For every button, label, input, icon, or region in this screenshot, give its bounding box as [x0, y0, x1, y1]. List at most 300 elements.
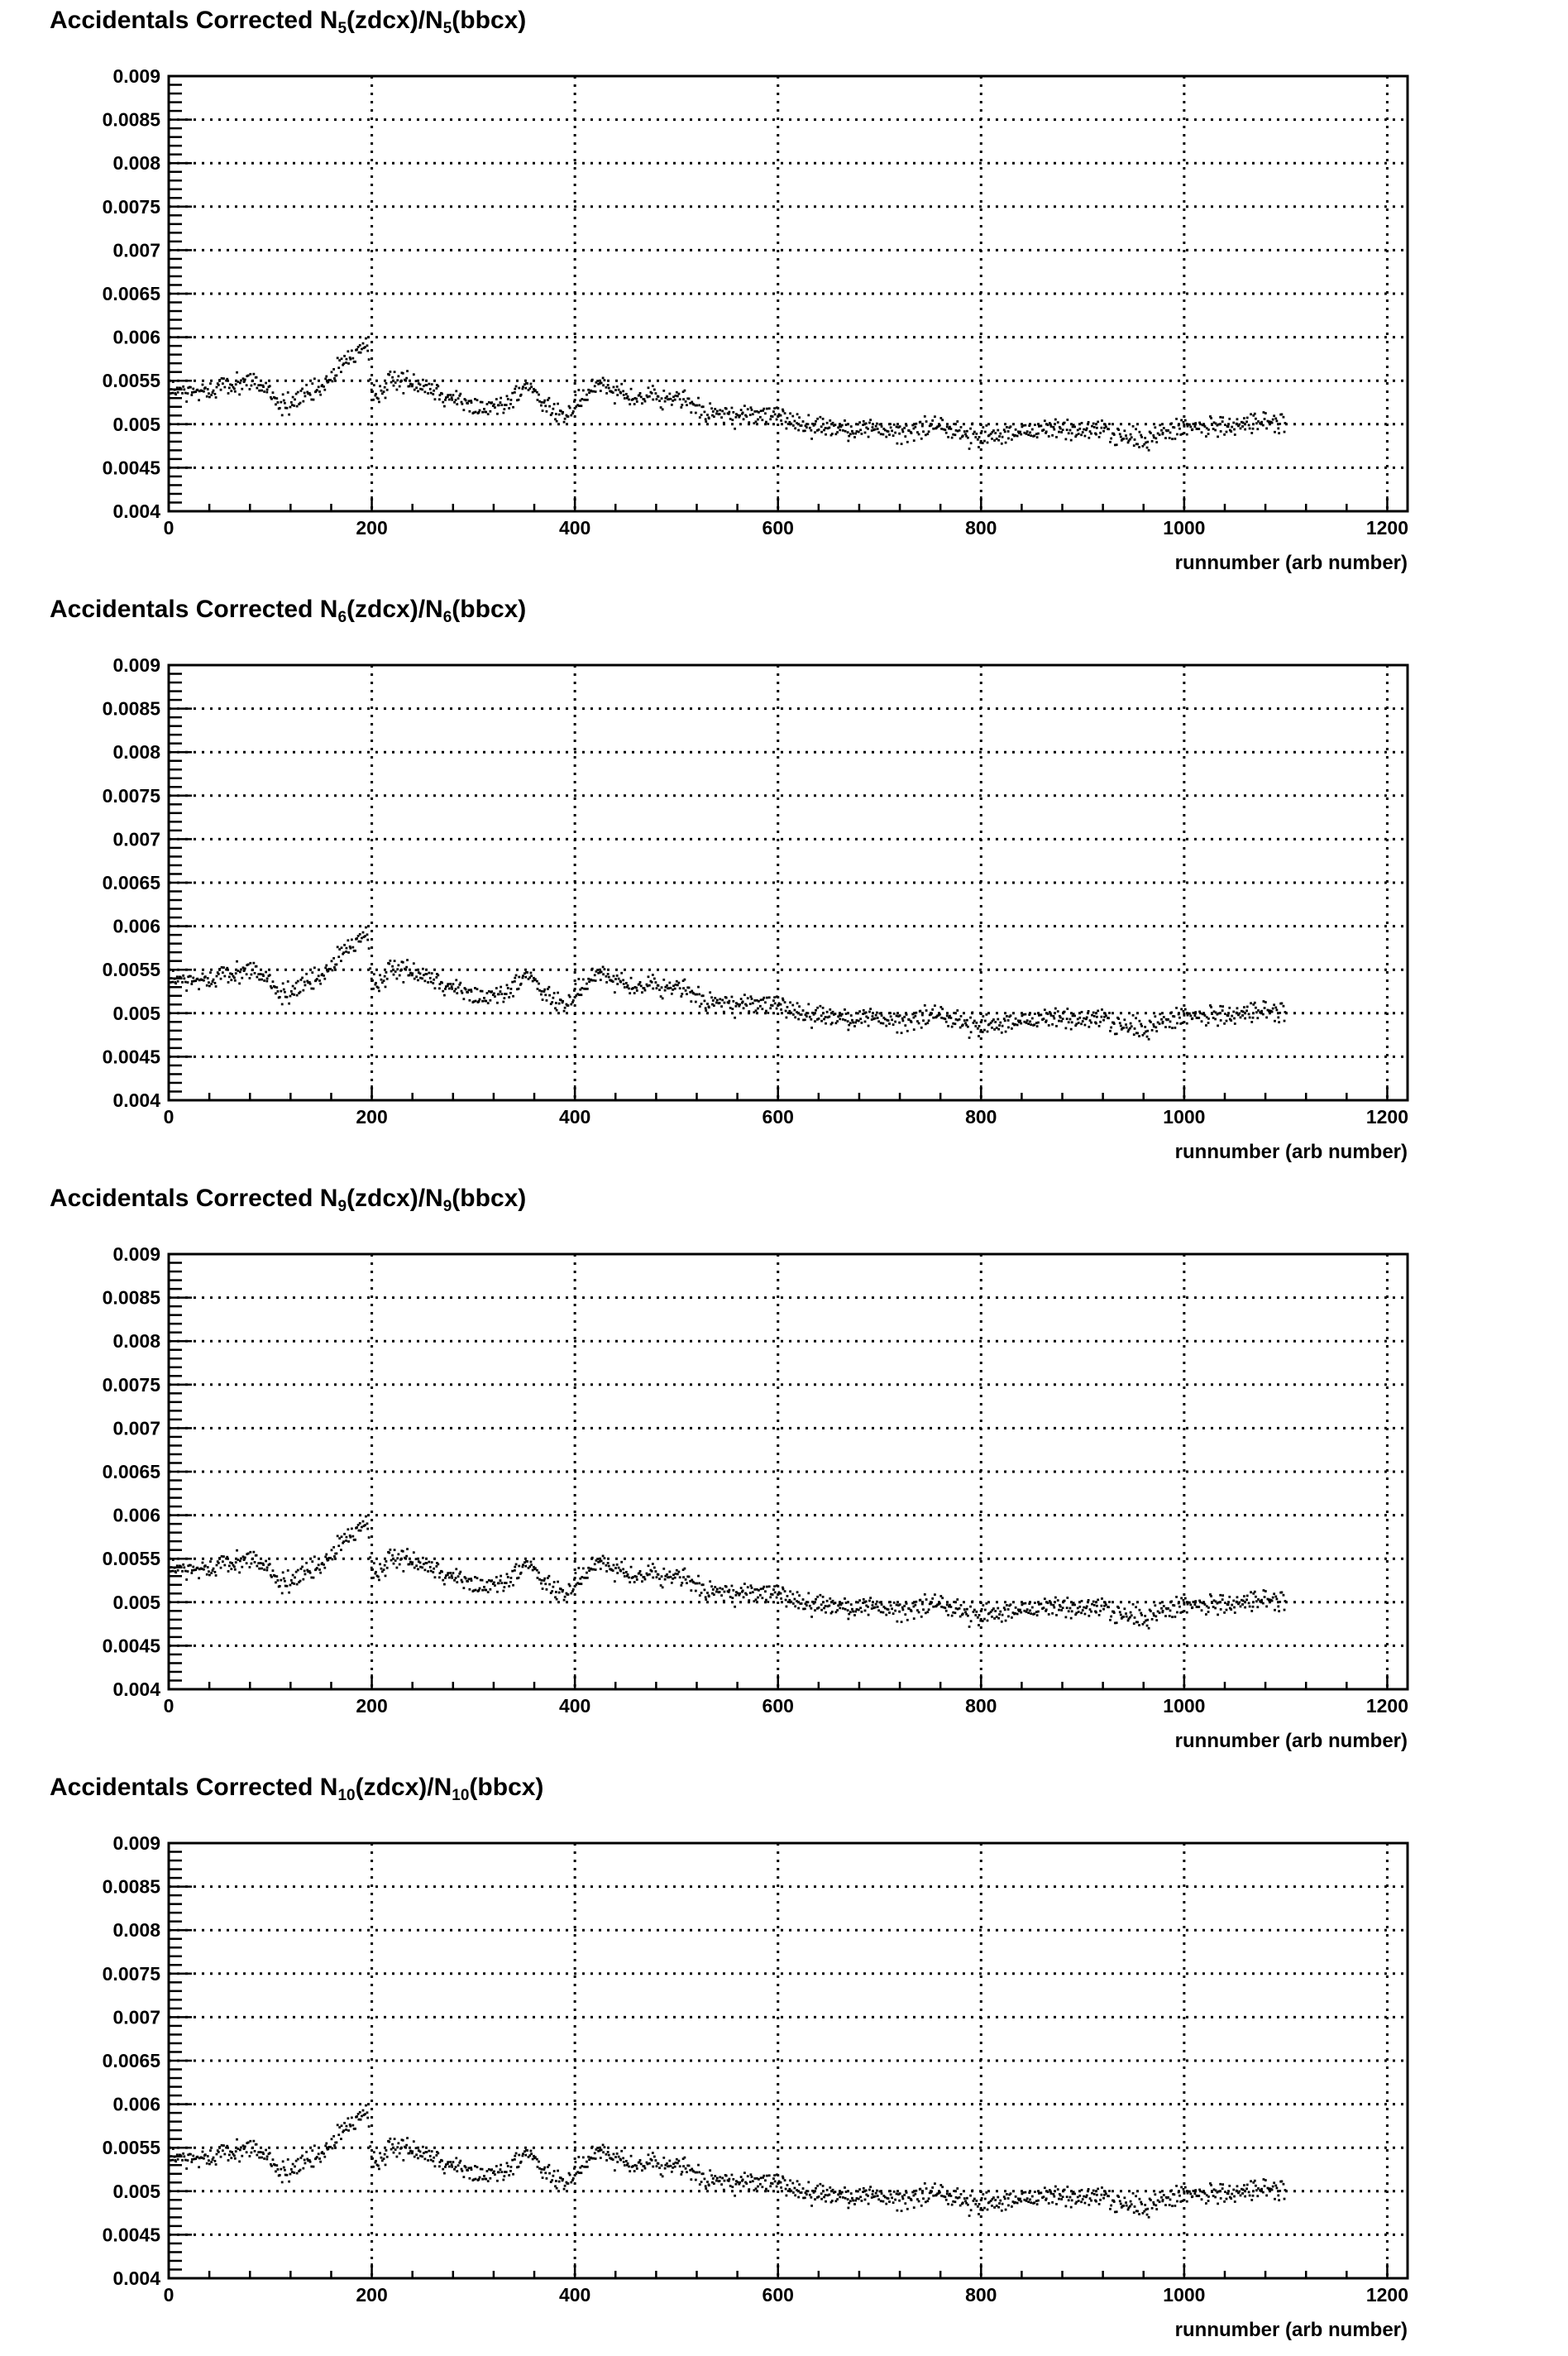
- data-point: [301, 1566, 304, 1568]
- data-point: [202, 2151, 204, 2153]
- data-point: [181, 2159, 184, 2162]
- data-point: [1090, 2200, 1092, 2202]
- data-point: [944, 1018, 947, 1020]
- data-point: [1244, 2196, 1246, 2198]
- data-point: [710, 407, 713, 409]
- data-point: [941, 2186, 944, 2188]
- data-point: [1146, 1619, 1149, 1621]
- data-point: [399, 2152, 401, 2155]
- data-point: [1264, 2179, 1267, 2181]
- data-point: [301, 2155, 304, 2157]
- data-point: [1255, 1596, 1257, 1598]
- data-point: [1284, 422, 1287, 424]
- data-point: [1182, 1611, 1184, 1613]
- data-point: [275, 397, 278, 400]
- data-point: [489, 999, 491, 1002]
- data-point: [832, 1600, 834, 1602]
- data-point: [731, 419, 734, 421]
- data-point: [359, 1522, 361, 1525]
- data-point: [602, 376, 605, 379]
- data-point: [1231, 426, 1233, 429]
- data-point: [882, 1611, 885, 1614]
- data-point: [432, 393, 434, 395]
- data-point: [1151, 2207, 1154, 2210]
- data-point: [1119, 1022, 1121, 1024]
- data-point: [633, 992, 636, 994]
- data-point: [978, 1035, 980, 1037]
- data-point: [265, 1560, 267, 1563]
- data-point: [624, 986, 626, 989]
- data-point: [1277, 1016, 1279, 1018]
- data-point: [1060, 1609, 1063, 1611]
- data-point: [869, 2186, 872, 2188]
- data-point: [981, 1608, 983, 1611]
- data-point: [1082, 431, 1084, 433]
- data-point: [731, 1585, 734, 1587]
- data-point: [776, 2173, 778, 2176]
- data-point: [640, 395, 643, 398]
- data-point: [332, 2148, 334, 2150]
- data-point: [419, 2151, 422, 2153]
- data-point: [1126, 2205, 1128, 2207]
- data-point: [251, 1558, 254, 1560]
- data-point: [1240, 427, 1242, 429]
- data-point: [652, 385, 654, 387]
- data-point: [845, 424, 848, 426]
- data-point: [664, 1578, 667, 1581]
- data-point: [698, 2171, 700, 2173]
- data-point: [944, 2196, 947, 2198]
- data-point: [208, 1574, 211, 1577]
- data-point: [333, 1555, 336, 1558]
- data-point: [581, 398, 583, 400]
- data-point: [451, 399, 453, 401]
- data-point: [853, 436, 856, 438]
- data-point: [222, 971, 224, 974]
- data-point: [789, 2179, 791, 2181]
- y-tick-label: 0.0085: [102, 1875, 160, 1898]
- data-point: [652, 399, 654, 401]
- data-point: [1051, 2201, 1054, 2204]
- data-point: [415, 975, 418, 978]
- data-point: [536, 1569, 538, 1572]
- data-point: [493, 993, 495, 995]
- data-point: [594, 385, 596, 387]
- data-point: [238, 1571, 241, 1573]
- data-point: [729, 1007, 732, 1009]
- data-point: [451, 396, 453, 399]
- data-point: [1109, 2208, 1111, 2210]
- data-point: [1053, 1607, 1055, 1609]
- data-point: [595, 390, 597, 393]
- data-point: [880, 2200, 882, 2202]
- data-point: [893, 424, 896, 426]
- data-point: [750, 2173, 753, 2176]
- data-point: [587, 389, 590, 391]
- data-point: [864, 1610, 867, 1612]
- data-point: [368, 358, 370, 361]
- data-point: [177, 2158, 179, 2161]
- data-point: [815, 420, 817, 423]
- data-point: [850, 2192, 853, 2195]
- data-point: [1189, 2193, 1192, 2196]
- data-point: [1167, 1018, 1169, 1021]
- data-point: [300, 2157, 303, 2159]
- y-tick-label: 0.006: [112, 915, 160, 937]
- data-point: [796, 1600, 798, 1602]
- data-point: [265, 2149, 267, 2152]
- data-point: [710, 996, 713, 998]
- data-point: [996, 2205, 998, 2207]
- data-point: [252, 962, 255, 965]
- data-point: [831, 2200, 834, 2202]
- y-tick-label: 0.006: [112, 1504, 160, 1526]
- data-point: [702, 1583, 705, 1586]
- data-point: [546, 1588, 548, 1591]
- data-point: [688, 398, 691, 400]
- data-point: [1044, 1597, 1046, 1600]
- data-point: [932, 428, 935, 430]
- data-point: [284, 991, 286, 994]
- data-point: [776, 1008, 778, 1010]
- data-point: [875, 1014, 877, 1017]
- data-point: [296, 405, 299, 408]
- data-point: [767, 423, 769, 425]
- data-point: [1193, 423, 1195, 425]
- data-point: [1153, 2203, 1155, 2205]
- data-point: [676, 391, 678, 394]
- data-point: [1264, 1007, 1266, 1009]
- data-point: [365, 1516, 367, 1518]
- data-point: [180, 977, 183, 979]
- data-point: [847, 1618, 849, 1621]
- data-point: [1034, 424, 1036, 426]
- data-point: [240, 969, 242, 971]
- data-point: [1122, 438, 1125, 440]
- data-point: [438, 2165, 441, 2167]
- data-point: [602, 1554, 605, 1557]
- data-point: [1081, 1011, 1083, 1013]
- data-point: [222, 2144, 225, 2147]
- data-point: [767, 2190, 769, 2192]
- data-point: [318, 979, 321, 982]
- data-point: [820, 1609, 823, 1611]
- data-point: [680, 995, 682, 998]
- data-point: [522, 385, 524, 388]
- data-point: [947, 1025, 949, 1027]
- data-point: [292, 1574, 294, 1577]
- y-minor-ticks: [169, 1254, 192, 1689]
- data-point: [1058, 1609, 1060, 1611]
- data-point: [945, 1021, 948, 1023]
- data-point: [235, 2150, 237, 2152]
- data-point: [636, 989, 638, 992]
- data-point: [1176, 433, 1178, 436]
- data-point: [233, 388, 236, 390]
- data-point: [428, 383, 430, 385]
- data-point: [1241, 1014, 1244, 1017]
- data-point: [238, 982, 241, 984]
- data-point: [716, 999, 719, 1002]
- data-point: [680, 406, 682, 409]
- data-point: [449, 983, 452, 985]
- data-point: [287, 2158, 289, 2161]
- data-point: [427, 2159, 429, 2162]
- data-point: [489, 2177, 491, 2180]
- data-point: [951, 1026, 954, 1028]
- data-point: [316, 1567, 318, 1569]
- data-point: [391, 965, 394, 968]
- data-point: [235, 1561, 237, 1563]
- data-point: [451, 1577, 453, 1579]
- data-point: [739, 1592, 741, 1595]
- data-point: [1078, 1022, 1080, 1024]
- data-point: [222, 966, 225, 969]
- data-point: [208, 985, 211, 988]
- data-point: [706, 1003, 709, 1005]
- data-point: [216, 1564, 218, 1567]
- x-tick-marks: [169, 2263, 1387, 2278]
- data-point: [313, 988, 315, 990]
- data-point: [657, 2162, 660, 2165]
- data-point: [1210, 417, 1212, 419]
- data-point: [602, 2151, 605, 2153]
- data-point: [510, 2166, 513, 2168]
- data-point: [289, 2173, 292, 2176]
- data-point: [495, 2165, 498, 2167]
- data-point: [263, 979, 265, 982]
- data-point: [1248, 424, 1250, 426]
- data-point: [287, 1569, 289, 1572]
- data-point: [739, 414, 741, 417]
- data-point: [734, 2195, 736, 2197]
- data-point: [332, 957, 335, 960]
- data-point: [1053, 429, 1055, 431]
- data-point: [1249, 2195, 1251, 2197]
- data-point: [1116, 2210, 1118, 2213]
- data-point: [881, 425, 883, 428]
- data-point: [1057, 1010, 1059, 1013]
- data-point: [324, 967, 327, 970]
- data-point: [1066, 429, 1068, 431]
- data-point: [506, 395, 509, 397]
- data-point: [323, 385, 325, 388]
- data-point: [748, 421, 750, 424]
- data-point: [644, 400, 647, 403]
- data-point: [1169, 432, 1172, 434]
- data-point: [1089, 2197, 1092, 2200]
- data-point: [1246, 2184, 1249, 2186]
- data-point: [662, 390, 665, 392]
- data-point: [1178, 1606, 1181, 1608]
- data-point: [409, 385, 411, 387]
- data-point: [1194, 1011, 1197, 1013]
- data-point: [495, 398, 498, 400]
- data-point: [1090, 1022, 1092, 1024]
- data-point: [1230, 1608, 1232, 1611]
- data-point: [780, 419, 782, 422]
- data-point: [633, 403, 636, 405]
- data-point: [359, 2111, 361, 2114]
- data-point: [1242, 422, 1245, 424]
- data-point: [578, 994, 581, 996]
- data-point: [183, 1566, 185, 1568]
- data-point: [605, 2159, 608, 2162]
- data-point: [366, 1528, 369, 1530]
- data-point: [394, 381, 397, 384]
- data-point: [657, 1573, 660, 1576]
- data-point: [1024, 424, 1026, 427]
- data-point: [456, 1581, 458, 1583]
- data-point: [814, 431, 816, 433]
- data-point: [542, 1587, 544, 1590]
- data-point: [1171, 2205, 1174, 2207]
- data-point: [709, 991, 711, 994]
- data-point: [614, 2169, 616, 2172]
- data-point: [471, 401, 473, 404]
- data-point: [385, 1575, 387, 1578]
- data-point: [1107, 428, 1110, 430]
- data-point: [284, 1580, 286, 1583]
- data-point: [546, 2177, 548, 2180]
- data-point: [538, 983, 540, 985]
- data-point: [753, 1588, 756, 1591]
- data-point: [794, 427, 796, 429]
- data-point: [479, 1587, 481, 1590]
- data-point: [702, 994, 705, 997]
- data-point: [844, 2197, 847, 2200]
- data-point: [708, 1595, 710, 1597]
- data-point: [1276, 1598, 1279, 1601]
- data-point: [284, 2169, 286, 2172]
- data-point: [1027, 433, 1030, 436]
- data-point: [498, 993, 500, 995]
- data-point: [196, 2156, 198, 2158]
- data-point: [203, 1568, 205, 1571]
- data-point: [569, 2174, 571, 2176]
- data-point: [1001, 1621, 1003, 1623]
- y-tick-label: 0.0085: [102, 1286, 160, 1309]
- data-point: [1176, 1611, 1178, 1614]
- data-point: [829, 1008, 831, 1011]
- data-point: [806, 426, 808, 429]
- data-point: [262, 2152, 265, 2155]
- data-point: [1171, 1616, 1174, 1618]
- data-point: [537, 1577, 539, 1579]
- data-point: [1062, 1018, 1064, 1020]
- chart-title-part: 5: [337, 20, 347, 37]
- data-point: [192, 1566, 194, 1568]
- data-point: [696, 2172, 698, 2174]
- data-point: [208, 2163, 211, 2166]
- data-point: [894, 1021, 896, 1023]
- data-point: [373, 1562, 375, 1564]
- data-point: [813, 424, 815, 427]
- x-axis-label: runnumber (arb number): [1174, 2319, 1408, 2341]
- data-point: [1160, 2196, 1163, 2199]
- data-point: [393, 2152, 395, 2154]
- data-point: [311, 2149, 313, 2152]
- data-point: [356, 937, 358, 940]
- data-point: [939, 1013, 941, 1016]
- data-point: [182, 2152, 184, 2155]
- data-point: [859, 1607, 862, 1609]
- y-tick-label: 0.007: [112, 2006, 160, 2028]
- data-point: [1099, 2199, 1102, 2201]
- data-point: [1193, 425, 1196, 428]
- data-point: [486, 1581, 489, 1583]
- data-point: [1024, 1013, 1026, 1016]
- data-point: [481, 401, 484, 404]
- data-point: [731, 2174, 734, 2176]
- data-point: [292, 396, 294, 399]
- data-point: [221, 1555, 223, 1558]
- data-point: [378, 400, 380, 403]
- data-point: [318, 974, 320, 977]
- data-point: [415, 380, 418, 382]
- data-point: [619, 981, 622, 984]
- data-point: [181, 1570, 184, 1573]
- data-point: [540, 994, 543, 996]
- data-point: [256, 965, 258, 968]
- data-point: [490, 990, 493, 993]
- data-point: [759, 1594, 762, 1597]
- data-point: [613, 975, 615, 978]
- data-point: [520, 394, 523, 396]
- data-point: [655, 1570, 657, 1573]
- data-point: [557, 403, 559, 405]
- data-point: [658, 989, 661, 991]
- data-point: [1055, 2203, 1058, 2205]
- data-point: [958, 2196, 961, 2199]
- data-point: [1066, 1597, 1068, 1599]
- data-point: [1077, 1018, 1079, 1021]
- data-point: [1178, 1013, 1180, 1016]
- data-point: [776, 419, 778, 421]
- data-point: [1055, 1614, 1058, 1616]
- data-point: [913, 439, 915, 442]
- data-point: [1231, 1015, 1233, 1018]
- data-point: [490, 401, 493, 404]
- data-point: [556, 1009, 558, 1012]
- data-point: [1016, 2202, 1019, 2205]
- data-point: [850, 425, 853, 428]
- data-point: [419, 384, 422, 386]
- data-point: [284, 402, 286, 405]
- data-point: [724, 1591, 726, 1593]
- data-point: [648, 984, 651, 987]
- data-point: [343, 944, 346, 946]
- data-point: [772, 999, 775, 1002]
- data-point: [681, 2171, 683, 2173]
- data-point: [1262, 2191, 1264, 2194]
- data-point: [543, 1578, 546, 1580]
- data-point: [1227, 1603, 1230, 1606]
- data-point: [801, 1013, 803, 1016]
- data-point: [371, 390, 374, 393]
- data-point: [1053, 1604, 1055, 1607]
- data-point: [1233, 2196, 1236, 2198]
- data-point: [394, 2148, 397, 2151]
- data-point: [1207, 433, 1210, 435]
- data-point: [170, 1570, 172, 1573]
- data-point: [411, 383, 414, 385]
- data-point: [982, 2193, 984, 2196]
- data-point: [493, 2171, 495, 2173]
- data-point: [455, 1568, 457, 1570]
- data-point: [1028, 2191, 1030, 2194]
- data-point: [465, 1578, 467, 1580]
